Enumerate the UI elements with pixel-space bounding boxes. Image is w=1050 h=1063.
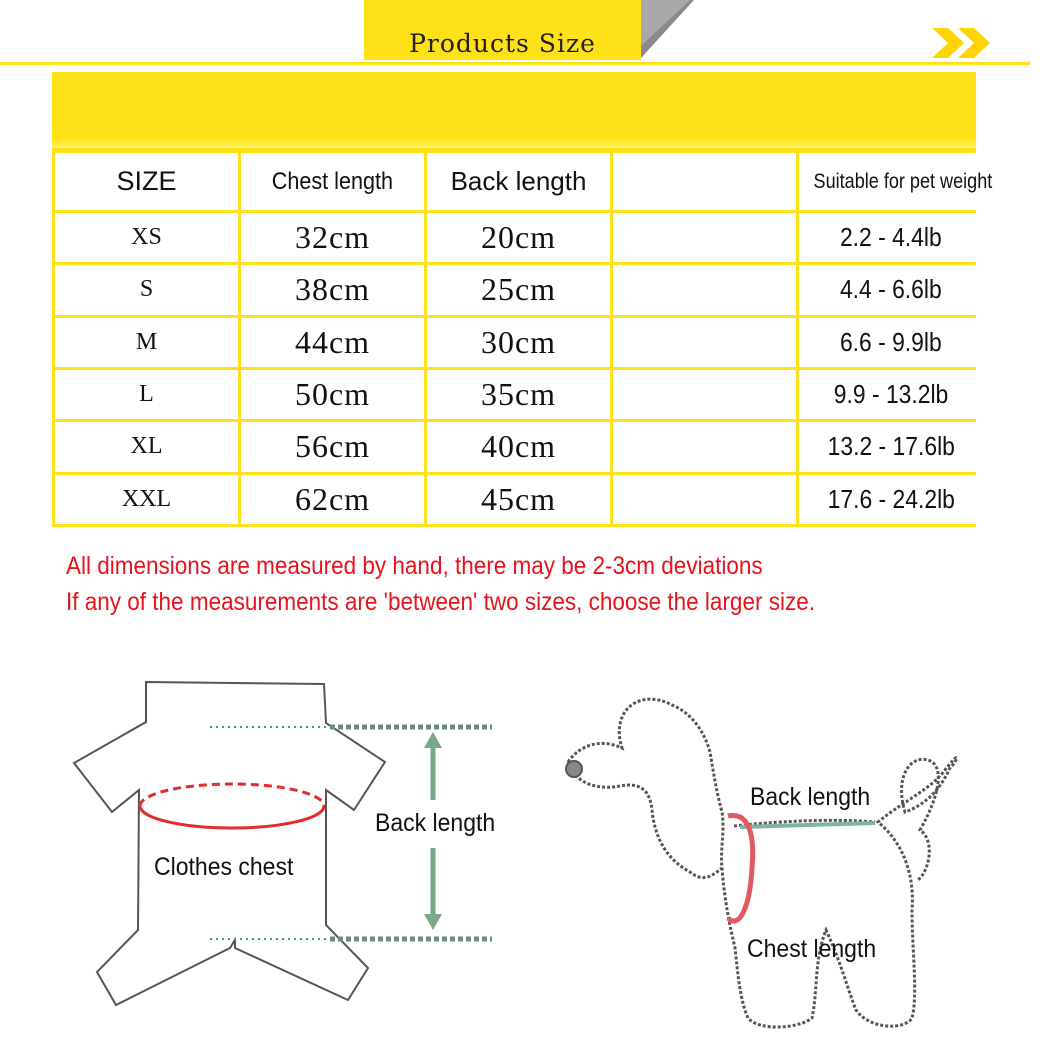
cell-chest: 38cm [241, 265, 424, 314]
cell-chest: 44cm [241, 318, 424, 367]
cell-size: L [55, 370, 238, 419]
clothes-back-length-label: Back length [375, 809, 496, 837]
column-header-weight: Suitable for pet weight [799, 153, 983, 210]
column-header-back: Back length [427, 153, 610, 210]
cell-size: M [55, 318, 238, 367]
clothes-outline-illustration [74, 682, 385, 1005]
cell-chest: 62cm [241, 475, 424, 524]
column-header-chest: Chest length [241, 153, 424, 210]
cell-back: 20cm [427, 213, 610, 262]
cell-back: 35cm [427, 370, 610, 419]
cell-chest: 56cm [241, 422, 424, 471]
clothes-chest-label: Clothes chest [154, 853, 294, 881]
dog-chest-loop [728, 815, 753, 921]
cell-size: XS [55, 213, 238, 262]
cell-chest: 32cm [241, 213, 424, 262]
cell-size: XXL [55, 475, 238, 524]
cell-size: XL [55, 422, 238, 471]
note-line-2: If any of the measurements are 'between' two sizes, choose the larger size. [66, 588, 815, 616]
cell-weight: 2.2 - 4.4lb [799, 213, 983, 262]
dog-chest-length-label: Chest length [747, 935, 877, 963]
dog-nose-icon [566, 761, 582, 777]
note-line-1: All dimensions are measured by hand, there may be 2-3cm deviations [66, 552, 763, 580]
cell-size: S [55, 265, 238, 314]
cell-weight: 6.6 - 9.9lb [799, 318, 983, 367]
cell-back: 45cm [427, 475, 610, 524]
cell-weight: 4.4 - 6.6lb [799, 265, 983, 314]
column-header-size: SIZE [55, 153, 238, 210]
cell-weight: 17.6 - 24.2lb [799, 475, 983, 524]
cell-back: 25cm [427, 265, 610, 314]
cell-back: 30cm [427, 318, 610, 367]
cell-weight: 13.2 - 17.6lb [799, 422, 983, 471]
cell-back: 40cm [427, 422, 610, 471]
page-title: Products Size [409, 29, 596, 58]
cell-weight: 9.9 - 13.2lb [799, 370, 983, 419]
cell-chest: 50cm [241, 370, 424, 419]
dog-outline-illustration [568, 699, 957, 1027]
dog-back-length-label: Back length [750, 783, 871, 811]
